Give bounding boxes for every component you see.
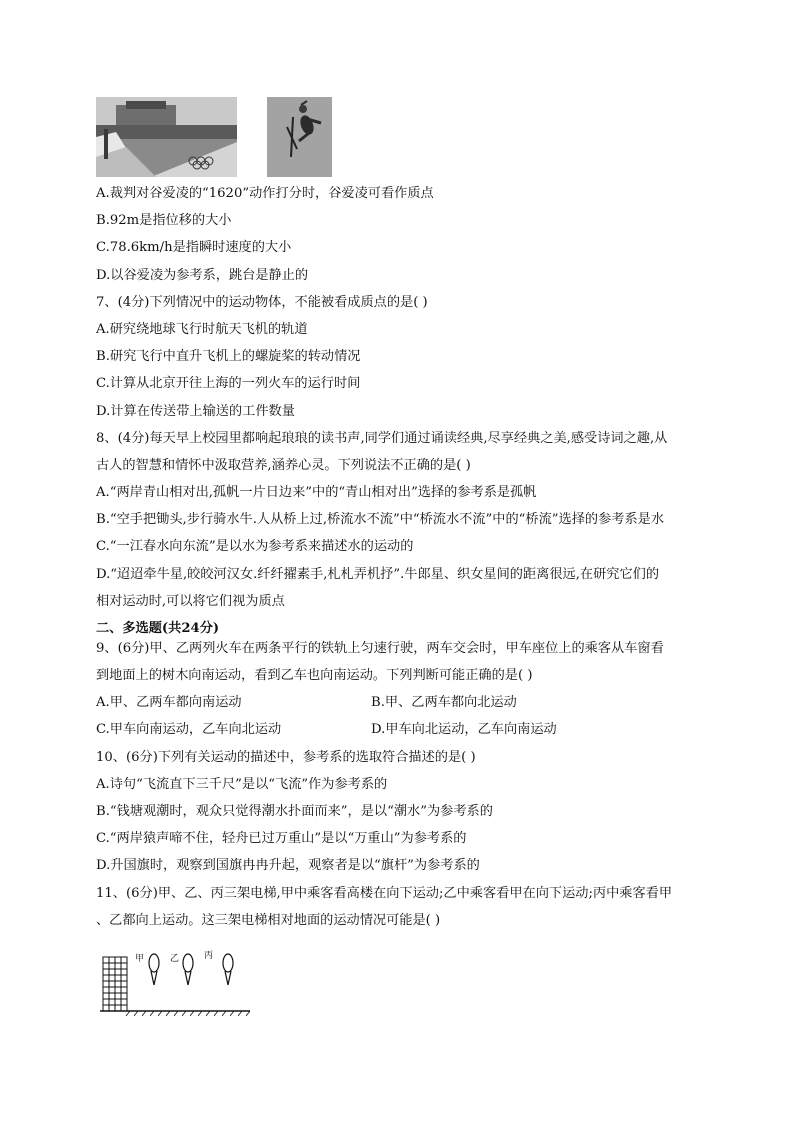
ski-jump-venue-photo xyxy=(96,97,237,177)
q9-option-d: D.甲车向北运动，乙车向南运动 xyxy=(371,722,557,737)
elevator-yi xyxy=(183,954,193,972)
q10-option-a: A.诗句“飞流直下三千尺”是以“飞流”作为参考系的 xyxy=(96,777,388,792)
elevator-jia-tail-right xyxy=(154,971,157,985)
q11-stem-line2: 、乙都向上运动。这三架电梯相对地面的运动情况可能是( ) xyxy=(96,913,441,928)
q7-stem: 7、(4分)下列情况中的运动物体，不能被看成质点的是( ) xyxy=(96,295,428,310)
elevator-yi-tail-left xyxy=(185,971,188,985)
elevator-bing-tail-right xyxy=(228,971,231,985)
q8-option-d-line2: 相对运动时,可以将它们视为质点 xyxy=(96,594,285,609)
q6-option-d: D.以谷爱凌为参考系，跳台是静止的 xyxy=(96,268,309,283)
building-grid xyxy=(103,957,127,1011)
section-heading-multiple-choice: 二、多选题(共24分) xyxy=(96,621,220,636)
q10-stem: 10、(6分)下列有关运动的描述中，参考系的选取符合描述的是( ) xyxy=(96,750,476,765)
elevator-diagram-svg xyxy=(100,945,255,1017)
q6-option-c: C.78.6km/h是指瞬时速度的大小 xyxy=(96,240,292,255)
q8-stem-line1: 8、(4分)每天早上校园里都响起琅琅的读书声,同学们通过诵读经典,尽享经典之美,感受诗词之趣,从 xyxy=(96,431,668,446)
q8-option-b: B.“空手把锄头,步行骑水牛.人从桥上过,桥流水不流”中“桥流水不流”中的“桥流”选择的参考系是水 xyxy=(96,512,665,527)
q10-option-c: C.“两岸猿声啼不住，轻舟已过万重山”是以“万重山”为参考系的 xyxy=(96,831,467,846)
q8-option-a: A.“两岸青山相对出,孤帆一片日边来”中的“青山相对出”选择的参考系是孤帆 xyxy=(96,485,537,500)
label-bing: 丙 xyxy=(204,951,214,961)
q10-option-b: B.“钱塘观潮时，观众只觉得潮水扑面而来”，是以“潮水”为参考系的 xyxy=(96,804,493,819)
q7-option-a: A.研究绕地球飞行时航天飞机的轨道 xyxy=(96,322,308,337)
label-jia: 甲 xyxy=(135,954,145,964)
elevator-jia xyxy=(149,954,159,972)
q8-option-c: C.“一江春水向东流”是以水为参考系来描述水的运动的 xyxy=(96,539,414,554)
q8-option-d: D.“迢迢牵牛星,皎皎河汉女.纤纤擢素手,札札弄机抒”.牛郎星、织女星间的距离很远,在研究它们的 xyxy=(96,567,660,582)
elevator-diagram xyxy=(100,945,255,1017)
q9-stem-line2: 到地面上的树木向南运动，看到乙车也向南运动。下列判断可能正确的是( ) xyxy=(96,668,533,683)
q8-stem-line2: 古人的智慧和情怀中汲取营养,涵养心灵。下列说法不正确的是( ) xyxy=(96,458,471,473)
q6-option-b: B.92m是指位移的大小 xyxy=(96,213,232,228)
aerial-skier-photo xyxy=(267,97,332,177)
q11-stem-line1: 11、(6分)甲、乙、丙三架电梯,甲中乘客看高楼在向下运动;乙中乘客看甲在向下运动;丙中乘客看甲 xyxy=(96,886,673,901)
q9-stem-line1: 9、(6分)甲、乙两列火车在两条平行的铁轨上匀速行驶，两车交会时，甲车座位上的乘客从车窗看 xyxy=(96,641,664,656)
elevator-bing-tail-left xyxy=(225,971,228,985)
q9-option-b: B.甲、乙两车都向北运动 xyxy=(371,695,517,710)
q7-option-b: B.研究飞行中直升飞机上的螺旋桨的转动情况 xyxy=(96,349,361,364)
q7-option-c: C.计算从北京开往上海的一列火车的运行时间 xyxy=(96,376,361,391)
label-yi: 乙 xyxy=(170,954,180,964)
q6-option-a: A.裁判对谷爱凌的“1620”动作打分时，谷爱凌可看作质点 xyxy=(96,186,434,201)
q10-option-d: D.升国旗时，观察到国旗冉冉升起，观察者是以“旗杆”为参考系的 xyxy=(96,858,480,873)
elevator-yi-tail-right xyxy=(188,971,191,985)
elevator-jia-tail-left xyxy=(151,971,154,985)
q9-option-a: A.甲、乙两车都向南运动 xyxy=(96,695,242,710)
q9-option-c: C.甲车向南运动，乙车向北运动 xyxy=(96,722,282,737)
elevator-bing xyxy=(223,954,233,972)
q7-option-d: D.计算在传送带上输送的工件数量 xyxy=(96,404,295,419)
